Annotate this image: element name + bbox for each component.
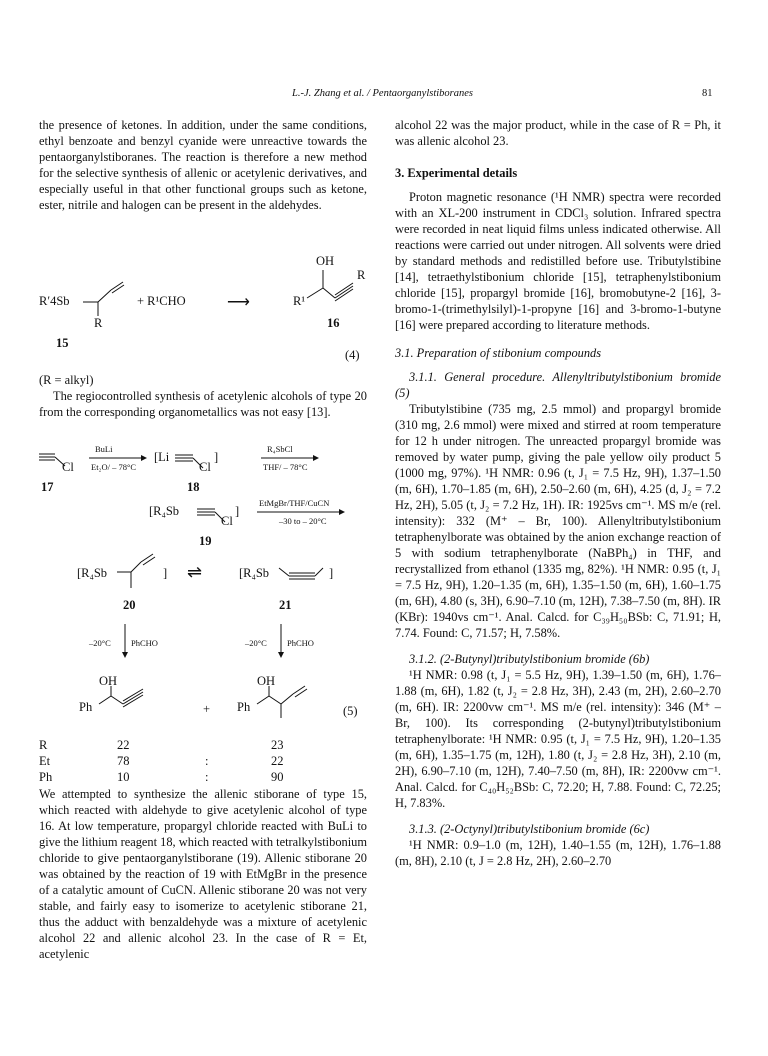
scheme5-cl-1: Cl — [62, 460, 74, 474]
reagent-thf: THF/ – 78°C — [263, 462, 308, 472]
eq5-number: (5) — [343, 704, 358, 718]
eq4-reactant: R′4Sb — [39, 294, 70, 308]
ratio-header-r: R — [39, 738, 48, 752]
eq4-label-16: 16 — [327, 316, 340, 330]
cond-right-temp: –20°C — [245, 638, 267, 648]
product-22-bonds — [97, 684, 177, 724]
reagent-bulli: BuLi — [95, 444, 113, 454]
section-3-1-3-heading: 3.1.3. (2-Octynyl)tributylstibonium bromide (6c) — [409, 822, 650, 836]
acetylenic-bonds — [275, 558, 345, 588]
section-3-1-2-heading: 3.1.2. (2-Butynyl)tributylstibonium bromide (6b) — [409, 652, 650, 666]
eq4-reactant-r: R — [94, 316, 103, 330]
left-paragraph-2: The regiocontrolled synthesis of acetylenic alcohols of type 20 from the corresponding organometallics was not easy [13]. — [39, 389, 367, 419]
sb-species-19: [R₄Sb — [149, 504, 180, 518]
ratio-cell: 78 — [117, 754, 130, 768]
eq4-product-bonds — [307, 268, 387, 328]
product-22-ph: Ph — [79, 700, 93, 714]
ratio-cell: 22 — [271, 754, 284, 768]
section-3-1-heading: 3.1. Preparation of stibonium compounds — [395, 346, 602, 360]
allenic-bonds — [117, 546, 177, 596]
product-23-bonds — [255, 684, 335, 744]
label-19: 19 — [199, 534, 212, 548]
right-column — [395, 117, 721, 869]
ratio-header-23: 23 — [271, 738, 284, 752]
right-paragraph-1: alcohol 22 was the major product, while in the case of R = Ph, it was allenic alcohol 23. — [395, 118, 721, 148]
allenic-stiborane-20: [R₄Sb — [77, 566, 108, 580]
cond-right-phcho: PhCHO — [287, 638, 314, 648]
page-number: 81 — [702, 88, 713, 99]
cond-left-phcho: PhCHO — [131, 638, 158, 648]
eq4-plus-aldehyde: + R¹CHO — [137, 294, 186, 308]
reagent-r4sbcl: R₄SbCl — [267, 444, 293, 454]
section-3-1-1-text: Tributylstibine (735 mg, 2.5 mmol) and propargyl bromide (310 mg, 2.6 mmol) were mixed and stirred at room temperature for 12 h under nitrogen. The unreacted propargyl bromide was removed by water pump, giving the pale yellow oily product 5 (1000 mg, 97%). ¹H NMR: 0.96 (t, J₁ = 7.5 Hz, 9H), 1.37–1.50 (m, 6H), 1.70–1.85 (m, 6H), 2.50–2.60 (m, 6H), 4.25 (d, J₂ = 7.2 Hz, 2H), 5.05 (t, J₂ = 7.2 Hz, 1H). IR: 1925vs cm⁻¹. MS m/e (rel. intensity): 332 (M⁺ – Br, 100). Allenyltributylstibonium tetraphenylborate was obtained by the anion exchange reaction of 5 with sodium tetraphenylborate (NaBPh₄) in THF, and recrystallized from ethanol (1335 mg, 82%). ¹H NMR: 0.95 (t, J₁ = 7.5 Hz, 9H), 1.20–1.35 (m, 6H), 1.35–1.50 (m, 6H), 1.60–1.75 (m, 6H), 4.80 (s, 3H), 6.90–7.10 (m, 12H), 7.38–7.50 (m, 8H). IR (KBr): 1940vs cm⁻¹. Anal. Calcd. for C₃₉H₅₀BSb: C, 71.91; H, 7.74. Found: C, 71.57; H, 7.58%. — [395, 402, 721, 640]
eq4-product-r1: R¹ — [293, 294, 306, 308]
equilibrium-arrow: ⇌ — [187, 562, 203, 582]
scheme5-cl-2: Cl — [199, 460, 211, 474]
label-18: 18 — [187, 480, 200, 494]
ratio-cell: Ph — [39, 770, 53, 784]
section-3-1-1-heading: 3.1.1. General procedure. Allenyltributylstibonium bromide (5) — [395, 370, 721, 400]
acetylenic-close: ] — [329, 566, 334, 580]
ratio-cell: : — [205, 754, 209, 768]
product-23-oh: OH — [257, 674, 276, 688]
section-3-1-2-text: ¹H NMR: 0.98 (t, J₁ = 5.5 Hz, 9H), 1.39–1.50 (m, 6H), 1.76–1.88 (m, 6H), 1.82 (t, J₂ = 2.8 Hz, 3H), 2.43 (m, 2H), 2.60–2.70 (m, 6H). IR: 2200vw cm⁻¹. MS m/e (rel. intensity): 346 (M⁺ – Br, 100). Its corresponding (2-butynyl)tributylstibonium tetraphenylborate: ¹H NMR: 0.95 (t, J₁ = 7.5 Hz, 9H), 1.20–1.35 (m, 6H), 1.35–1.75 (m, 12H), 1.80 (t, J₂ = 2.8 Hz, 3H), 2.10 (m, 2H), 6.90–7.10 (m, 12H), 7.40–7.50 (m, 8H), IR: 2200vw cm⁻¹. Anal. Calcd. for C₄₀H₅₂BSb: C, 72.20; H, 7.88. Found: C, 72.25; H, 7.83%. — [395, 668, 721, 810]
allenic-close: ] — [163, 566, 168, 580]
left-paragraph-3: We attempted to synthesize the allenic stiborane of type 15, which reacted with aldehyde to give acetylenic alcohol of type 16. At low temperature, propargyl chloride reacted with BuLi to give the lithium reagent 18, which reacted with tetralkylstibonium chloride to give pentaorganylstiborane (19). Allenic stiborane 20 was obtained by the reaction of 19 with EtMgBr in the presence of a catalytic amount of CuCN. Allenic stiborane 20 was not very stable, and fairly easy to isomerize to acetylenic stiborane 21, thus the adduct with benzaldehyde was a mixture of acetylenic alcohol 22 and allenic alcohol 23. In the case of R = Et, acetylenic — [39, 787, 367, 961]
r-alkyl-note: (R = alkyl) — [39, 373, 94, 387]
label-20: 20 — [123, 598, 136, 612]
equation-4-scheme — [39, 250, 369, 360]
bracket-close-1: ] — [214, 450, 219, 464]
section-3-heading: 3. Experimental details — [395, 166, 518, 180]
products-plus: + — [203, 702, 211, 716]
left-column — [39, 117, 367, 213]
product-23-ph: Ph — [237, 700, 251, 714]
lithium-species: [Li — [154, 450, 170, 464]
eq4-product-r: R — [357, 268, 366, 282]
right-paragraph-2: Proton magnetic resonance (¹H NMR) spectra were recorded with an XL-200 instrument in CDCl₃ solution. Infrared spectra were recorded in neat liquid films unless indicated otherwise. All reactions were carried out under nitrogen. All solvents were dried by standard methods and redistilled before use. Tributylstibine [14], tetraethylstibonium chloride [15], tetraphenylstibonium chloride [15], propargyl bromide [16], bromobutyne-2 [16], 3-bromo-1-(trimethylsilyl)-1-propyne [16] and 3-bromo-1-butyne [16] were prepared according to literature methods. — [395, 190, 721, 332]
left-bottom-text — [39, 786, 367, 962]
label-21: 21 — [279, 598, 292, 612]
reagent-et2o: Et₂O/ – 78°C — [91, 462, 137, 472]
product-22-oh: OH — [99, 674, 118, 688]
down-arrow-right — [277, 624, 285, 660]
scheme5-cl-3: Cl — [221, 514, 233, 528]
bracket-close-2: ] — [235, 504, 240, 518]
cond-left-temp: –20°C — [89, 638, 111, 648]
eq4-arrow: ⟶ — [227, 294, 250, 311]
acetylenic-stiborane-21: [R₄Sb — [239, 566, 270, 580]
label-17: 17 — [41, 480, 54, 494]
ratio-header-22: 22 — [117, 738, 130, 752]
eq4-allene-bonds — [83, 258, 163, 318]
eq4-number: (4) — [345, 348, 360, 362]
reagent-etmgbr: EtMgBr/THF/CuCN — [259, 498, 330, 508]
left-paragraph-1: the presence of ketones. In addition, under the same conditions, ethyl benzoate and benzyl cyanide were unreactive towards the pentaorganylstiboranes. The reaction is therefore a new method for the selective synthesis of allenic or acetylenic derivatives, and especially useful in that other functional groups such as ketone, ester, nitrile and halogen can be present in the aldehydes. — [39, 118, 367, 212]
section-3-1-3-text: ¹H NMR: 0.9–1.0 (m, 12H), 1.40–1.55 (m, 12H), 1.76–1.88 (m, 8H), 2.10 (t, J = 2.8 Hz, 2H), 2.60–2.70 — [395, 838, 721, 868]
left-mid-text — [39, 372, 367, 420]
running-title: L.-J. Zhang et al. / Pentaorganylstiboranes — [292, 88, 474, 99]
scheme-5 — [39, 438, 369, 738]
ratio-table — [39, 738, 359, 788]
ratio-cell: : — [205, 770, 209, 784]
reagent-temp: –30 to – 20°C — [279, 516, 327, 526]
eq4-label-15: 15 — [56, 336, 69, 350]
eq4-product-oh: OH — [316, 254, 335, 268]
ratio-cell: 90 — [271, 770, 284, 784]
down-arrow-left — [121, 624, 129, 660]
ratio-cell: 10 — [117, 770, 130, 784]
ratio-cell: Et — [39, 754, 51, 768]
